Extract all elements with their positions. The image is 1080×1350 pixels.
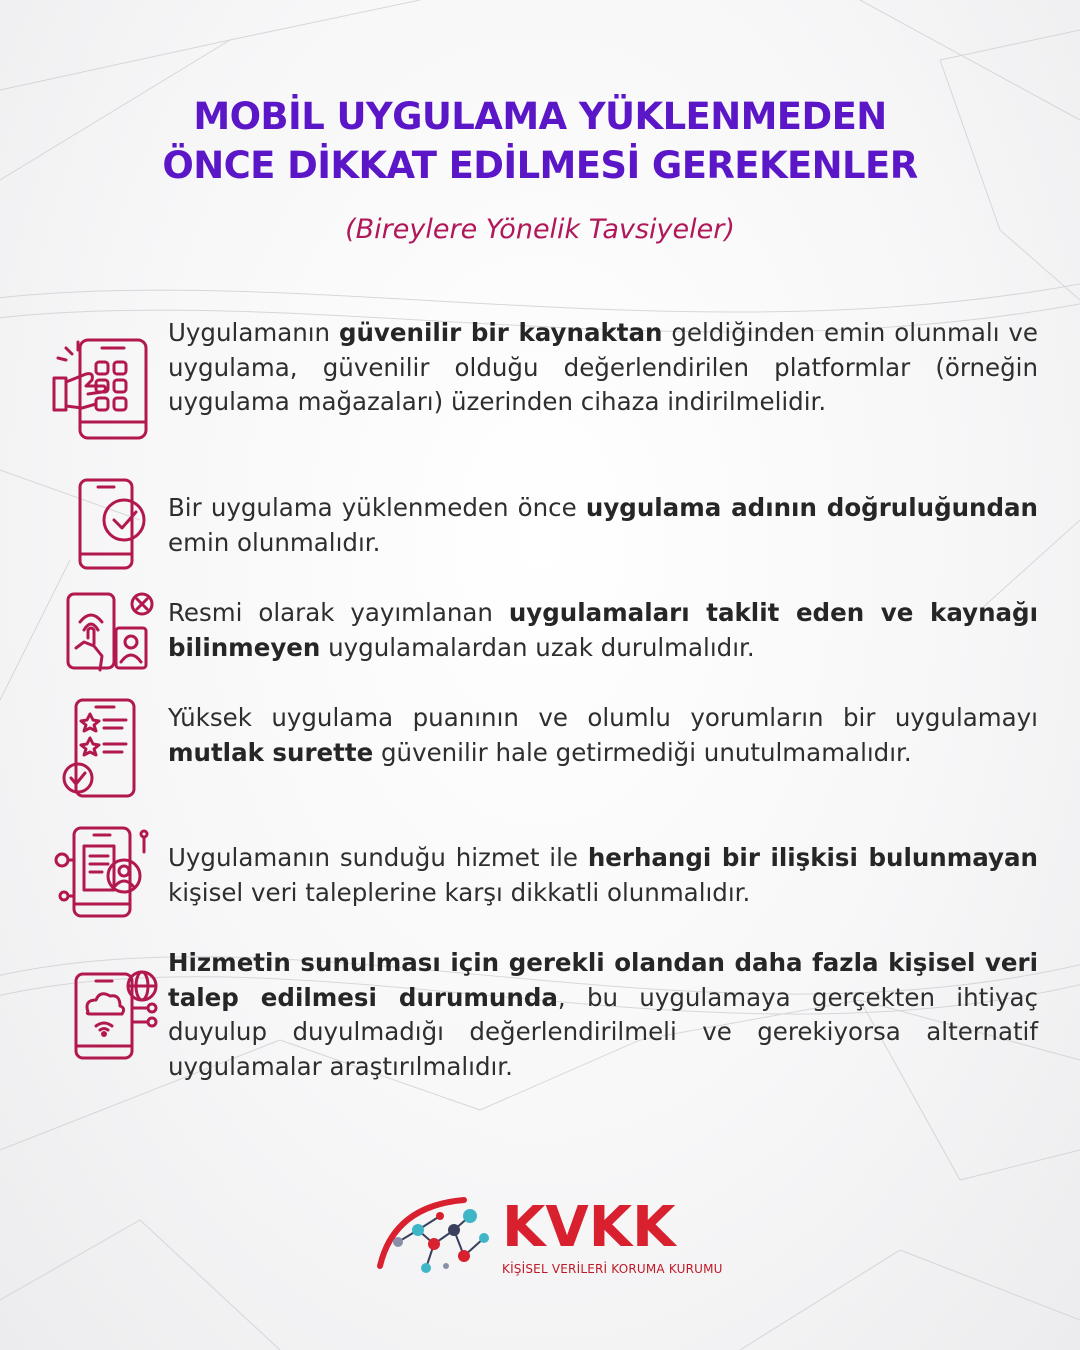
tip-item-6 — [168, 946, 1038, 1084]
phone-rating-stars-icon — [62, 698, 136, 798]
tip-5-emphasis: herhangi bir ilişkisi bulunmayan — [587, 843, 1039, 872]
kvkk-full-name: KİŞİSEL VERİLERİ KORUMA KURUMU — [502, 1262, 723, 1276]
phone-cloud-network-icon — [68, 966, 160, 1060]
tip-3-text: Resmi olarak yayımlanan — [168, 598, 509, 627]
title-line-2: ÖNCE DİKKAT EDİLMESİ GEREKENLER — [162, 144, 918, 187]
tip-2-text-rest: emin olunmalıdır. — [168, 527, 381, 557]
kvkk-logo — [374, 1194, 723, 1286]
tip-3-text-rest: uygulamalardan uzak durulmalıdır. — [320, 632, 755, 662]
tip-1-text: Uygulamanın — [168, 318, 339, 347]
tip-2-text: Bir uygulama yüklenmeden önce — [168, 493, 586, 522]
tip-1-emphasis: güvenilir bir kaynaktan — [338, 318, 663, 347]
phone-checkmark-icon — [78, 478, 160, 570]
phone-user-data-icon — [52, 826, 152, 918]
kvkk-wordmark: KVKK — [502, 1195, 676, 1260]
title-line-1: MOBİL UYGULAMA YÜKLENMEDEN — [193, 95, 887, 138]
tip-6-text-rest: , bu uygulamaya gerçekten ihtiyaç duyulup duyulmadığı değerlendirilmeli ve gerekiyorsa alternatif uygulamalar araştırılmalıdır. — [168, 982, 1038, 1081]
tip-4-text-rest: güvenilir hale getirmediği unutulmamalıdır. — [373, 737, 912, 767]
tip-2-emphasis: uygulama adının doğruluğundan — [585, 493, 1038, 522]
tip-item-2 — [168, 491, 1038, 560]
tip-item-5 — [168, 841, 1038, 910]
tip-4-text: Yüksek uygulama puanının ve olumlu yorumların bir uygulamayı — [168, 703, 1038, 732]
phone-fingerprint-fraud-icon — [66, 590, 156, 672]
tip-item-3 — [168, 596, 1038, 665]
tip-6-emphasis: Hizmetin sunulması için gerekli olandan daha fazla kişisel veri talep edilmesi durumunda — [168, 948, 1038, 1012]
phone-hand-apps-icon — [52, 338, 156, 442]
tip-1-text-rest: geldiğinden emin olunmalı ve uygulama, güvenilir olduğu değerlendirilen platformlar (örneğin uygulama mağazaları) üzerinden cihaza indirilmelidir. — [168, 318, 1038, 416]
tip-item-1 — [168, 316, 1038, 420]
tip-3-emphasis: uygulamaları taklit eden ve kaynağı bilinmeyen — [168, 598, 1038, 662]
tip-item-4 — [168, 701, 1038, 770]
tip-4-emphasis: mutlak surette — [168, 737, 374, 767]
kvkk-logo-network-icon — [374, 1194, 504, 1286]
tip-5-text: Uygulamanın sunduğu hizmet ile — [168, 843, 588, 872]
tip-5-text-rest: kişisel veri taleplerine karşı dikkatli olunmalıdır. — [168, 877, 751, 907]
page-title — [0, 92, 1080, 190]
page-subtitle: (Bireylere Yönelik Tavsiyeler) — [345, 214, 735, 245]
